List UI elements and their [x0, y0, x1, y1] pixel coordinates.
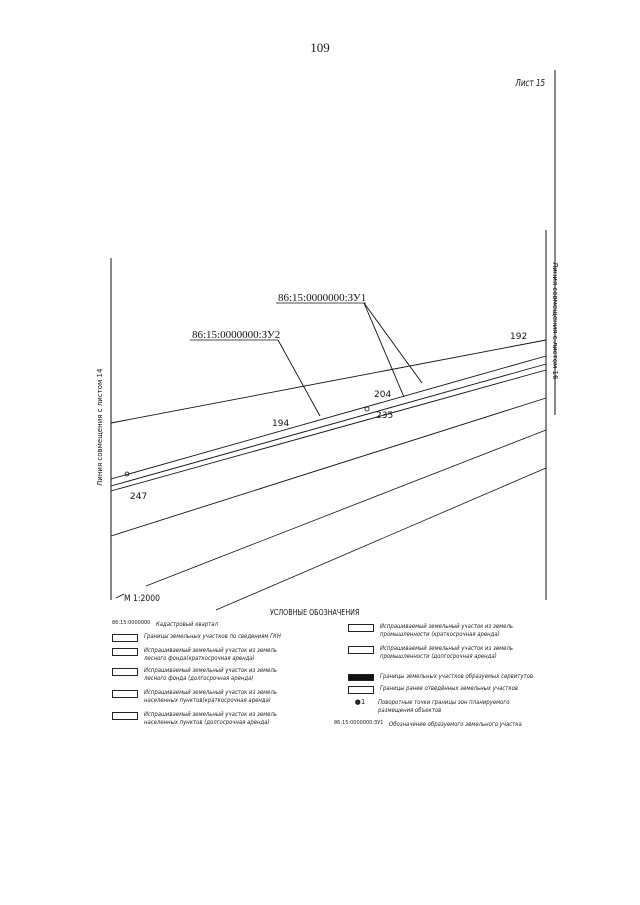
legend-item-settlement-short — [112, 688, 334, 705]
sheet-label: Лист 15 — [515, 78, 545, 89]
parcel-label-zu1: 86:15:0000000:ЗУ1 — [278, 292, 367, 304]
legend-item-servitude-boundaries — [348, 672, 567, 681]
legend-swatch — [348, 686, 374, 694]
legend-label: Испрашиваемый земельный участок из земель лесного фонда(краткосрочная аренда) — [144, 646, 278, 663]
legend-item-settlement-long — [112, 710, 334, 727]
point-label-192: 192 — [510, 332, 528, 342]
page-number: 109 — [310, 40, 330, 55]
legend-swatch — [112, 690, 138, 698]
boundary-line-4 — [111, 370, 546, 491]
legend-label: Обозначение образуемого земельного участка — [389, 720, 523, 728]
legend-key: 86:15:0000000 — [112, 620, 151, 626]
legend-label: Испрашиваемый земельный участок из земель лесного фонда (долгосрочная аренда) — [144, 666, 278, 683]
legend-title: УСЛОВНЫЕ ОБОЗНАЧЕНИЯ — [270, 608, 360, 617]
point-label-204: 204 — [374, 390, 392, 400]
legend-item-industry-long — [348, 644, 570, 661]
legend-item-forest-short — [112, 646, 334, 663]
legend-swatch-filled — [348, 674, 374, 681]
leader-zu2 — [278, 340, 320, 416]
legend-label: Испрашиваемый земельный участок из земель населенных пунктов (долгосрочная аренда) — [144, 710, 278, 727]
scale-tick — [116, 594, 124, 598]
legend-item-cadastral-quarter — [112, 620, 232, 628]
point-label-247: 247 — [130, 492, 148, 502]
legend-swatch — [112, 634, 138, 642]
legend-swatch — [348, 646, 374, 654]
legend-swatch — [112, 648, 138, 656]
legend-label: Границы земельных участков образуемых сервитутов — [380, 672, 534, 680]
legend-label: Границы земельных участков по сведениям ГКН — [144, 632, 281, 640]
boundary-line-5 — [111, 398, 546, 536]
legend-swatch — [348, 624, 374, 632]
match-line-right-label: Линия совмещения с листом 16 — [551, 262, 559, 380]
legend-item-previous-boundaries — [348, 684, 548, 694]
parcel-label-zu2: 86:15:0000000:ЗУ2 — [192, 329, 281, 341]
scale-label: М 1:2000 — [124, 594, 160, 604]
legend-item-turning-points — [348, 698, 568, 715]
legend-swatch — [112, 668, 138, 676]
legend-label: Испрашиваемый земельный участок из земель промышленности (краткосрочная аренда) — [380, 622, 514, 639]
legend-item-forest-long — [112, 666, 334, 683]
legend-item-parcel-designation — [334, 720, 551, 728]
point-label-194: 194 — [272, 419, 290, 429]
legend-label: Испрашиваемый земельный участок из земель промышленности (долгосрочная аренда) — [380, 644, 514, 661]
match-line-left-label: Линия совмещения с листом 14 — [96, 368, 104, 486]
point-label-235: 235 — [376, 411, 394, 421]
legend — [112, 620, 562, 760]
legend-item-industry-short — [348, 622, 570, 639]
legend-key: 86:15:0000000:ЗУ1 — [334, 720, 384, 726]
legend-label: Поворотные точки границы зон планируемого размещения объектов — [378, 698, 510, 715]
legend-item-gkn-boundaries — [112, 632, 311, 642]
legend-label: Испрашиваемый земельный участок из земель населенных пунктов(краткосрочная аренда) — [144, 688, 278, 705]
boundary-line-3 — [111, 364, 546, 486]
boundary-line-2 — [111, 356, 546, 479]
legend-label: Кадастровый квартал — [156, 620, 219, 628]
boundary-line-1 — [111, 340, 546, 423]
legend-swatch — [112, 712, 138, 720]
turning-point-icon: ●1 — [354, 698, 366, 706]
legend-label: Границы ранее отведённых земельных участков — [380, 684, 519, 692]
legend-key: 1 — [360, 698, 366, 706]
contour-line-1 — [146, 430, 546, 586]
point-marker-235 — [365, 407, 369, 411]
